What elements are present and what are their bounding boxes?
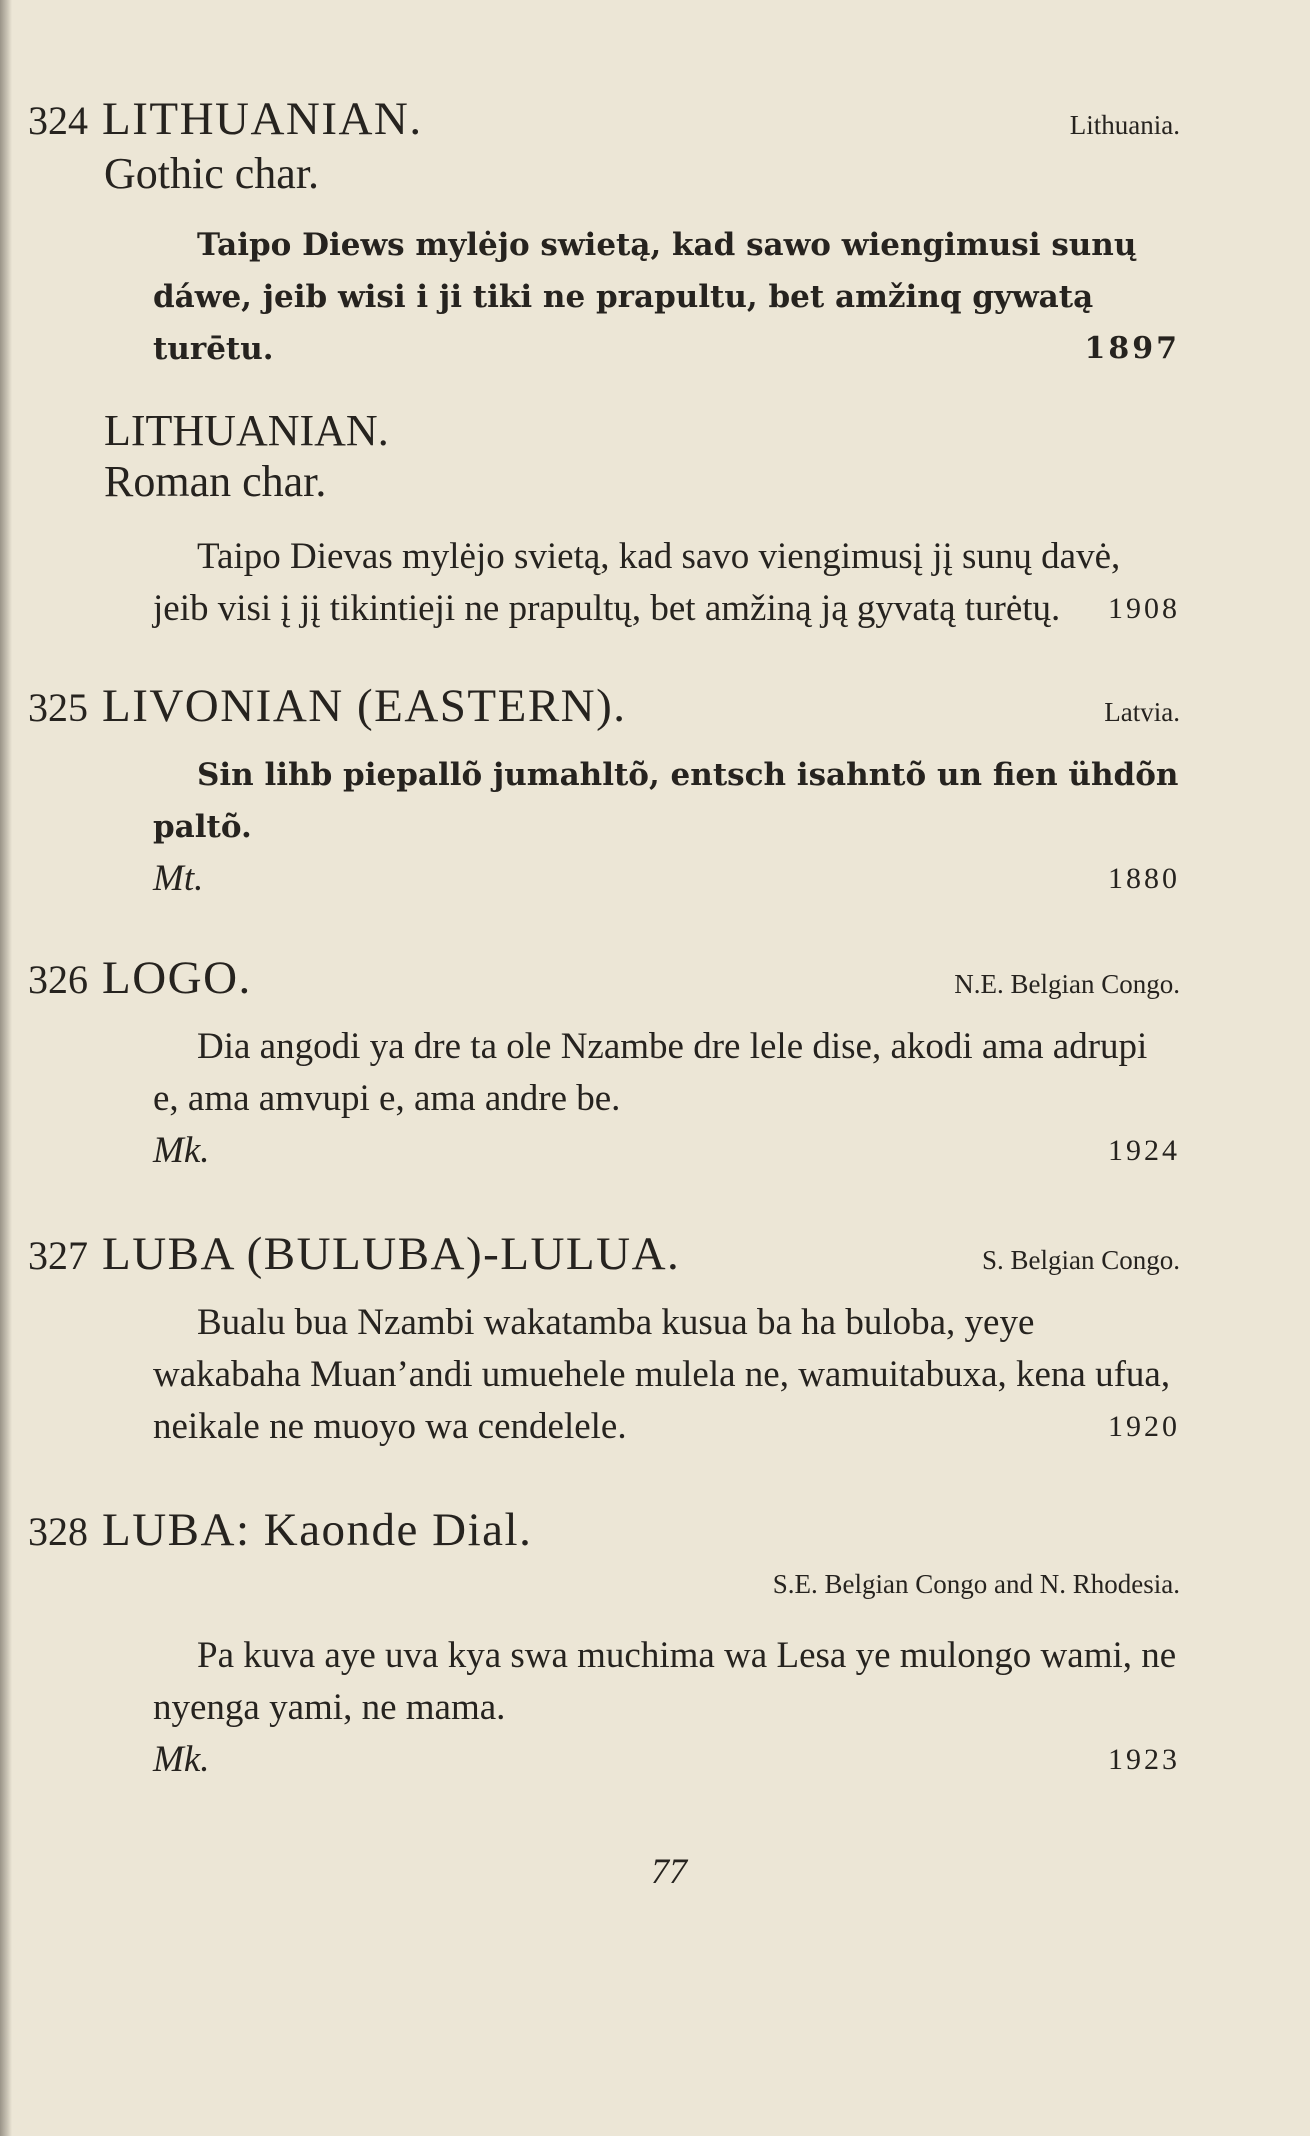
reference-label: Mk. bbox=[153, 1130, 210, 1171]
page-content bbox=[28, 92, 1180, 1786]
entry-year: 1924 bbox=[1108, 1134, 1180, 1167]
entry-324-roman bbox=[28, 405, 1180, 635]
entry-heading bbox=[28, 679, 627, 733]
entry-location: Lithuania. bbox=[1069, 110, 1180, 140]
entry-heading bbox=[28, 1503, 532, 1557]
entry-heading-row bbox=[28, 1503, 1180, 1557]
entry-year: 1908 bbox=[1108, 592, 1180, 625]
entry-text: Sin lihb piepallõ jumahltõ, entsch isahntõ un fien ühdõn paltõ. bbox=[153, 757, 1179, 845]
reference-label: Mt. bbox=[153, 858, 204, 899]
entry-number: 324 bbox=[28, 98, 88, 143]
entry-327 bbox=[28, 1227, 1180, 1453]
entry-footer bbox=[153, 1125, 1180, 1177]
entry-heading-row bbox=[28, 1227, 1180, 1281]
entry-number: 325 bbox=[28, 685, 88, 730]
entry-325 bbox=[28, 679, 1180, 905]
entry-heading bbox=[28, 951, 252, 1005]
entry-text: Taipo Dievas mylėjo svietą, kad savo viengimusį jį sunų davė, jeib visi į jį tikintieji ne prapultų, bet amžiną ją gyvatą turėtų. 1908 bbox=[153, 531, 1180, 635]
entry-year: 1923 bbox=[1108, 1743, 1180, 1776]
entry-heading: LITHUANIAN. bbox=[104, 406, 389, 455]
entry-location: S.E. Belgian Congo and N. Rhodesia. bbox=[772, 1569, 1180, 1599]
entry-heading-row bbox=[28, 951, 1180, 1005]
entry-year: 1880 bbox=[1108, 862, 1180, 895]
script-label: Roman char. bbox=[104, 457, 327, 506]
entry-number: 328 bbox=[28, 1509, 88, 1554]
entry-heading bbox=[28, 1227, 680, 1281]
entry-number: 326 bbox=[28, 957, 88, 1002]
language-name: LITHUANIAN. bbox=[102, 93, 423, 145]
entry-year: 1920 bbox=[1108, 1410, 1180, 1443]
entry-326 bbox=[28, 951, 1180, 1177]
entry-location: N.E. Belgian Congo. bbox=[954, 969, 1180, 999]
page-binding-edge bbox=[0, 0, 12, 2136]
page-number: 77 bbox=[651, 1851, 687, 1891]
language-name: LUBA: Kaonde Dial. bbox=[102, 1504, 533, 1556]
entry-year: 1897 bbox=[1084, 331, 1180, 366]
entry-text: Pa kuva aye uva kya swa muchima wa Lesa ye mulongo wami, ne nyenga yami, ne mama. bbox=[153, 1635, 1177, 1728]
entry-footer bbox=[153, 1734, 1180, 1786]
entry-heading-row bbox=[28, 92, 1180, 146]
language-name: LOGO. bbox=[102, 952, 252, 1004]
language-name: LUBA (BULUBA)-LULUA. bbox=[102, 1228, 681, 1280]
entry-footer bbox=[153, 853, 1180, 905]
entry-text: Dia angodi ya dre ta ole Nzambe dre lele dise, akodi ama adrupi e, ama amvupi e, ama andre be. bbox=[153, 1026, 1148, 1119]
entry-328 bbox=[28, 1503, 1180, 1786]
entry-324 bbox=[28, 92, 1180, 375]
entry-text: Taipo Diews mylėjo swietą, kad sawo wiengimusi sunų dáwe, jeib wisi i ji tiki ne prapultu, bet amžinq gywatą turētu. 1897 bbox=[153, 219, 1180, 375]
script-label: Gothic char. bbox=[104, 149, 320, 198]
entry-text: Bualu bua Nzambi wakatamba kusua ba ha buloba, yeye wakabaha Muan’andi umuehele mulela ne, wamuitabuxa, kena ufua, neikale ne muoyo wa cendelele. 1920 bbox=[153, 1297, 1180, 1453]
entry-location: Latvia. bbox=[1104, 697, 1180, 727]
entry-location: S. Belgian Congo. bbox=[981, 1245, 1180, 1275]
entry-heading-row bbox=[28, 679, 1180, 733]
reference-label: Mk. bbox=[153, 1739, 210, 1780]
entry-number: 327 bbox=[28, 1233, 88, 1278]
entry-heading bbox=[28, 92, 423, 146]
language-name: LIVONIAN (EASTERN). bbox=[102, 680, 627, 732]
